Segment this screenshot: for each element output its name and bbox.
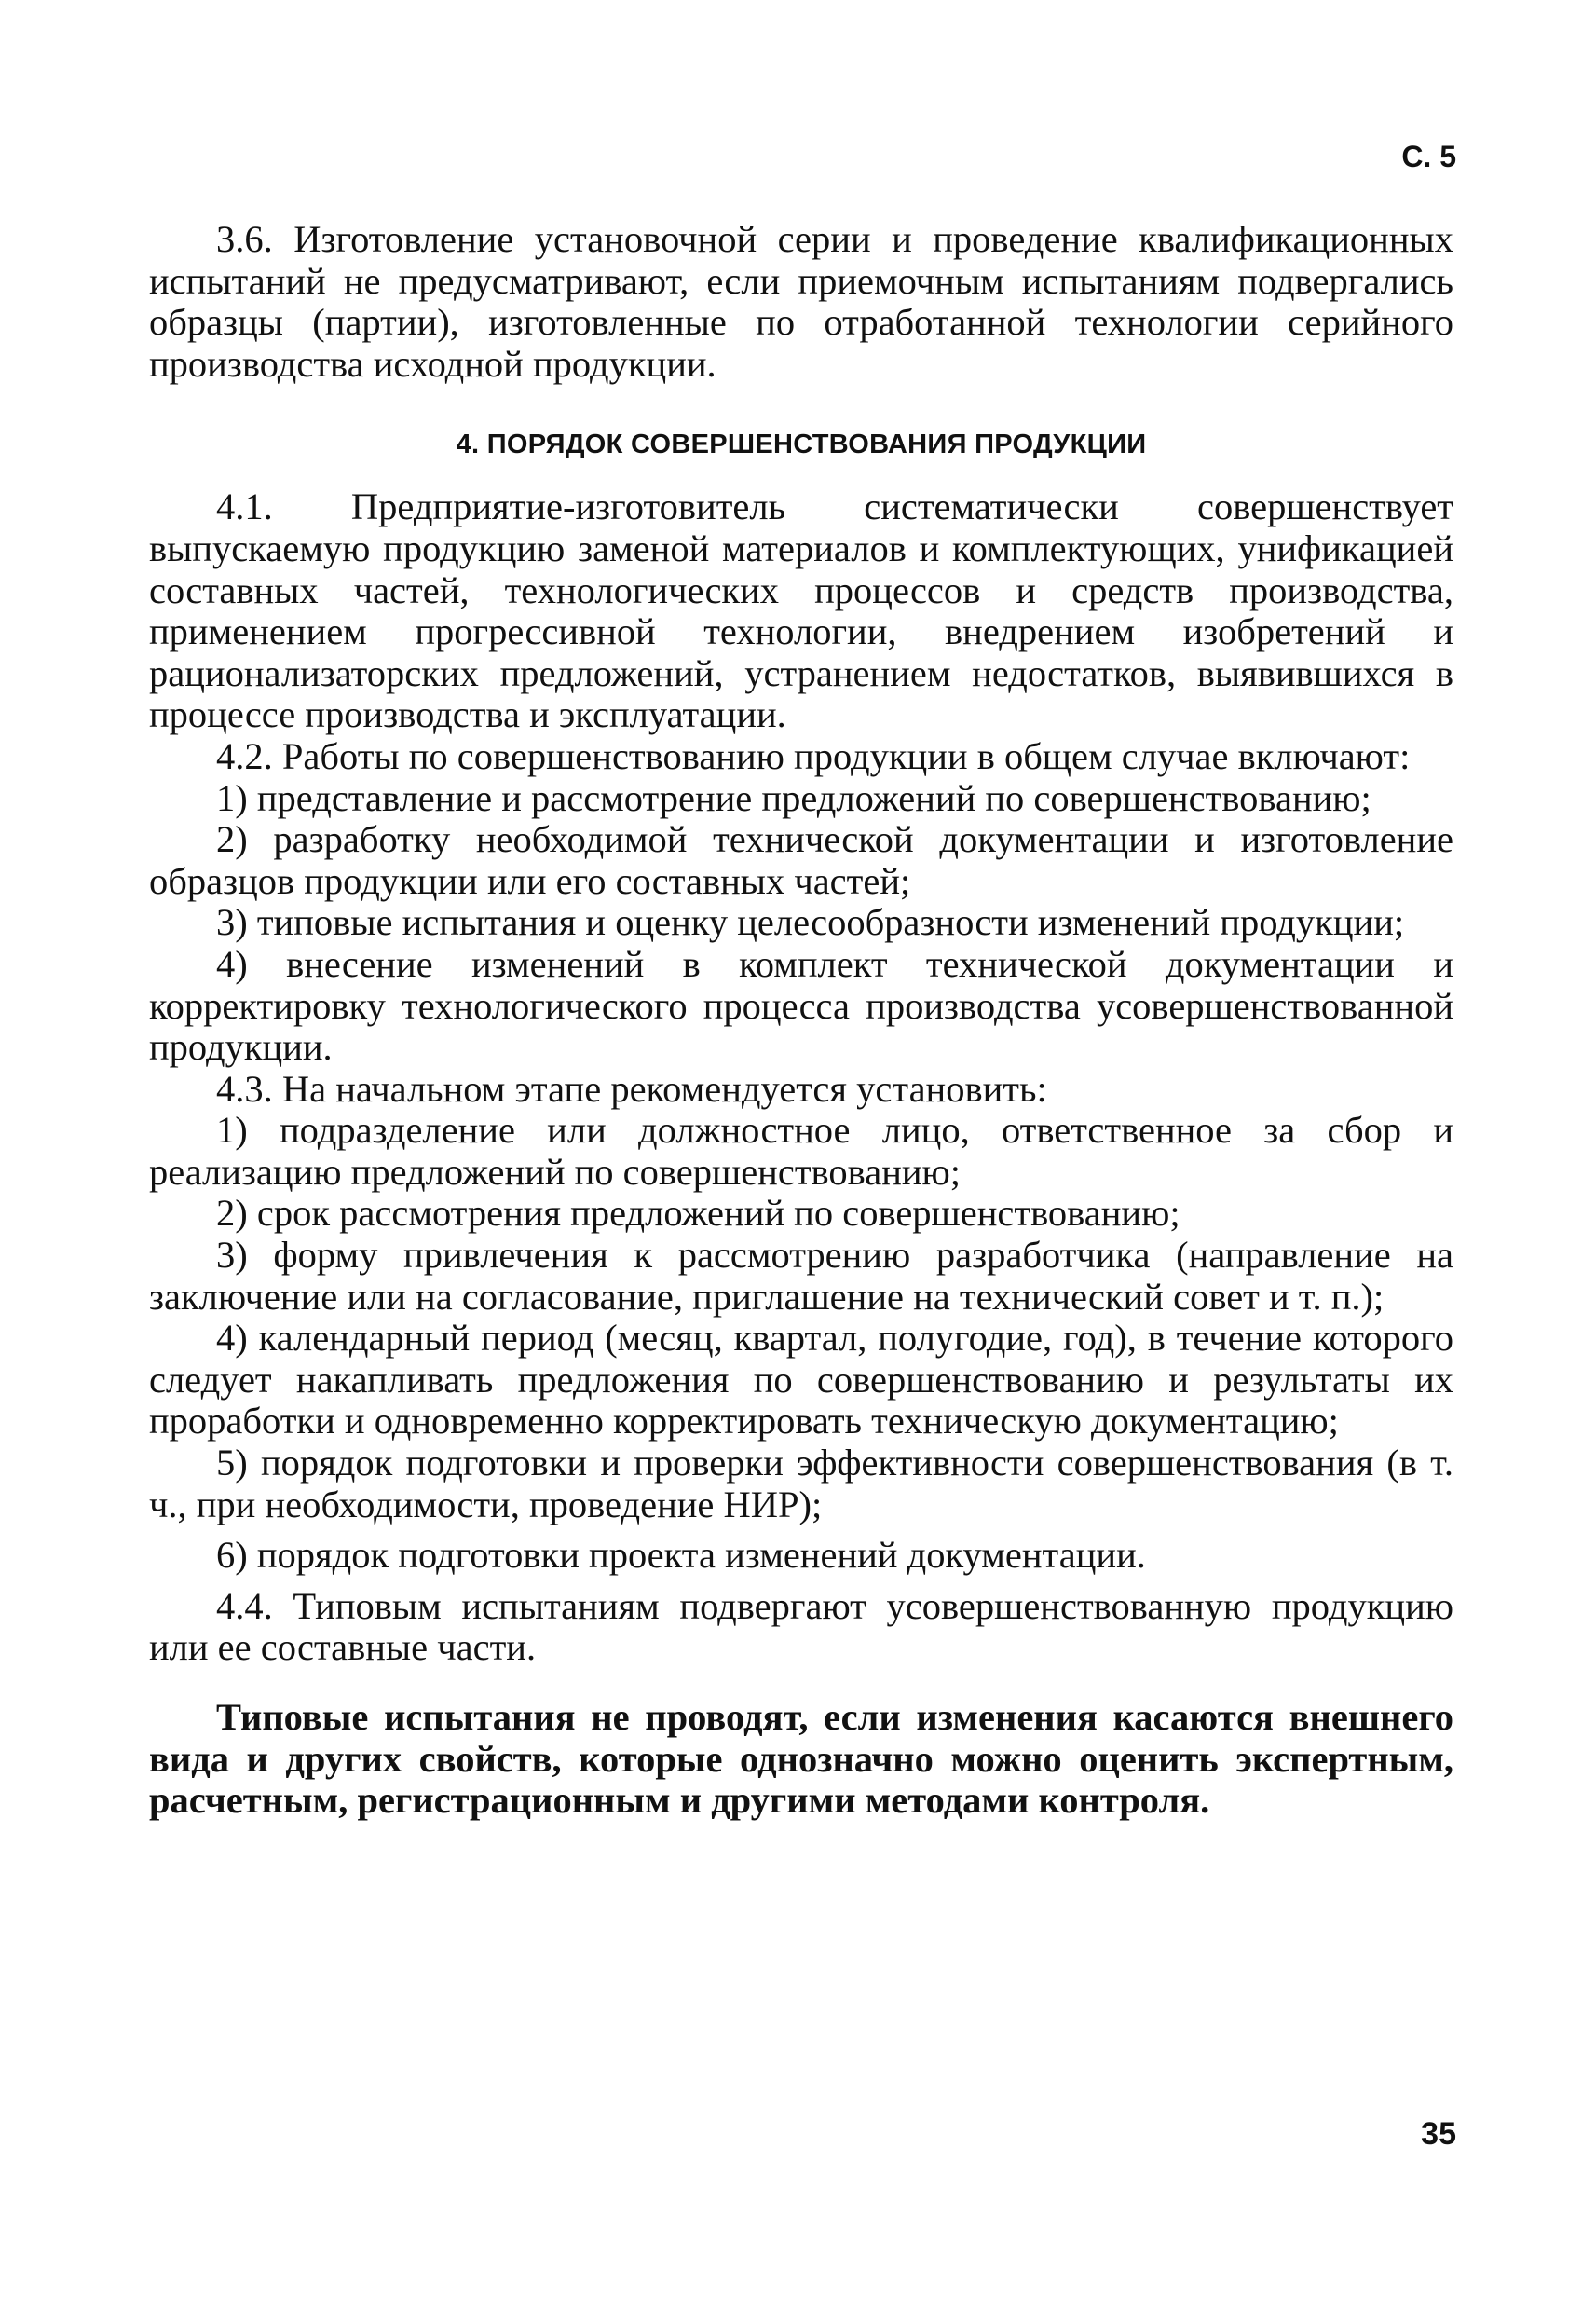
list-item-4-2-4: 4) внесение изменений в комплект технической документации и корректировку технологического процесса производства усовершенствованной продукции. xyxy=(149,942,1453,1069)
list-item-4-3-5: 5) порядок подготовки и проверки эффективности совершенствования (в т. ч., при необходимости, проведение НИР); xyxy=(149,1442,1453,1525)
page-content xyxy=(149,219,1453,1822)
section-heading-4: 4. ПОРЯДОК СОВЕРШЕНСТВОВАНИЯ ПРОДУКЦИИ xyxy=(456,430,1147,460)
list-item-4-3-3: 3) форму привлечения к рассмотрению разработчика (направление на заключение или на согласование, приглашение на технический совет и т. п.); xyxy=(149,1234,1453,1318)
list-item-4-2-1: 1) представление и рассмотрение предложений по совершенствованию; xyxy=(216,776,1371,819)
spacer xyxy=(149,1669,1453,1697)
list-item-4-3-6: 6) порядок подготовки проекта изменений документации. xyxy=(216,1534,1146,1577)
list-item-4-2-3: 3) типовые испытания и оценку целесообразности изменений продукции; xyxy=(216,901,1405,944)
list-item-4-2-2: 2) разработку необходимой технической документации и изготовление образцов продукции или его составных частей; xyxy=(149,818,1453,902)
list-item-4-3-1: 1) подразделение или должностное лицо, ответственное за сбор и реализацию предложений по совершенствованию; xyxy=(149,1109,1453,1193)
paragraph-4-3: 4.3. На начальном этапе рекомендуется установить: xyxy=(216,1067,1047,1110)
paragraph-4-1: 4.1. Предприятие-изготовитель систематически совершенствует выпускаемую продукцию заменой материалов и комплектующих, унификацией составных частей, технологических процессов и средств производства, применением прогрессивной технологии, внедрением изобретений и рационализаторских предложений, устранением недостатков, выявившихся в процессе производства и эксплуатации. xyxy=(149,485,1453,736)
page-number-bottom: 35 xyxy=(1421,2116,1456,2152)
list-item-4-3-4: 4) календарный период (месяц, квартал, полугодие, год), в течение которого следует накапливать предложения по совершенствованию и результаты их проработки и одновременно корректировать техническую документацию; xyxy=(149,1317,1453,1443)
paragraph-4-4: 4.4. Типовым испытаниям подвергают усовершенствованную продукцию или ее составные части. xyxy=(149,1584,1453,1669)
paragraph-3-6: 3.6. Изготовление установочной серии и проведение квалификационных испытаний не предусматривают, если приемочным испытаниям подвергались образцы (партии), изготовленные по отработанной технологии серийного производства исходной продукции. xyxy=(149,218,1453,385)
paragraph-4-2: 4.2. Работы по совершенствованию продукции в общем случае включают: xyxy=(216,734,1411,777)
page-label-top: С. 5 xyxy=(1401,140,1456,173)
paragraph-4-4-note: Типовые испытания не проводят, если изменения касаются внешнего вида и других свойств, которые однозначно можно оценить экспертным, расчетным, регистрационным и другими методами контроля. xyxy=(149,1696,1453,1822)
list-item-4-3-2: 2) срок рассмотрения предложений по совершенствованию; xyxy=(216,1192,1180,1235)
